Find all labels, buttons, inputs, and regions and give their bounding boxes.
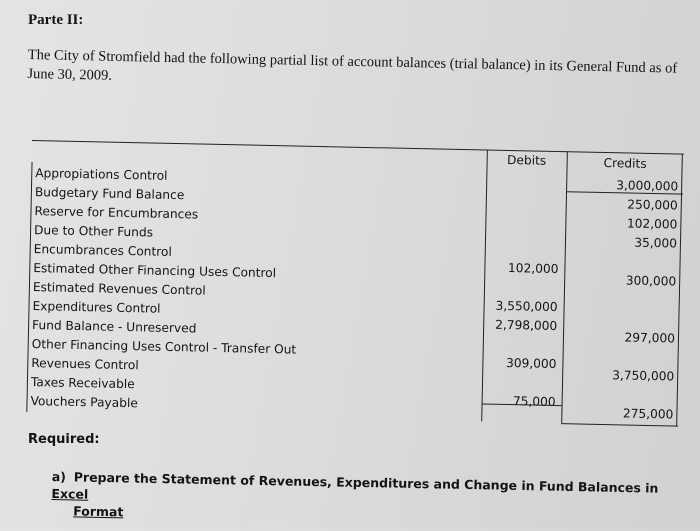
account-name: Vouchers Payable	[30, 394, 138, 411]
task-format-word: Format	[73, 503, 124, 520]
credit-amount: 102,000	[626, 216, 678, 232]
required-label: Required:	[28, 432, 100, 447]
account-name: Estimated Revenues Control	[32, 280, 206, 298]
credit-amount: 275,000	[622, 406, 674, 422]
account-name: Encumbrances Control	[33, 242, 172, 259]
task-text: Prepare the Statement of Revenues, Expenditures and Change in Fund Balances in	[73, 469, 659, 496]
account-name: Estimated Other Financing Uses Control	[33, 261, 277, 281]
account-name: Expenditures Control	[32, 299, 161, 316]
account-name: Other Financing Uses Control - Transfer Out	[31, 337, 297, 357]
credit-amount: 297,000	[624, 330, 676, 346]
task-item	[51, 468, 672, 531]
credit-amount: 35,000	[634, 235, 678, 251]
account-name: Budgetary Fund Balance	[34, 185, 185, 203]
debits-header: Debits	[506, 152, 547, 168]
debit-amount: 75,000	[512, 394, 556, 410]
account-name: Reserve for Encumbrances	[34, 204, 199, 222]
task-letter: a)	[51, 468, 67, 485]
intro-paragraph: The City of Stromfield had the following partial list of account balances (trial balance) in its General Fund as of June 30, 2009.	[27, 46, 678, 84]
account-name: Fund Balance - Unreserved	[31, 318, 197, 336]
task-excel-word: Excel	[51, 485, 89, 502]
debit-amount: 102,000	[507, 260, 559, 277]
debit-amount: 3,550,000	[495, 298, 558, 315]
debit-amount: 309,000	[505, 355, 557, 372]
account-name: Taxes Receivable	[30, 375, 135, 392]
account-name: Revenues Control	[31, 356, 139, 373]
credit-amount: 3,000,000	[616, 178, 679, 194]
credit-amount: 3,750,000	[612, 368, 675, 384]
debit-amount: 2,798,000	[495, 317, 558, 334]
credits-header: Credits	[603, 155, 647, 171]
trial-balance-table	[26, 140, 684, 426]
account-name: Appropiations Control	[35, 166, 168, 183]
account-name: Due to Other Funds	[33, 223, 154, 240]
section-heading: Parte II:	[28, 12, 84, 28]
credit-amount: 250,000	[627, 197, 678, 213]
credit-amount: 300,000	[625, 273, 677, 289]
